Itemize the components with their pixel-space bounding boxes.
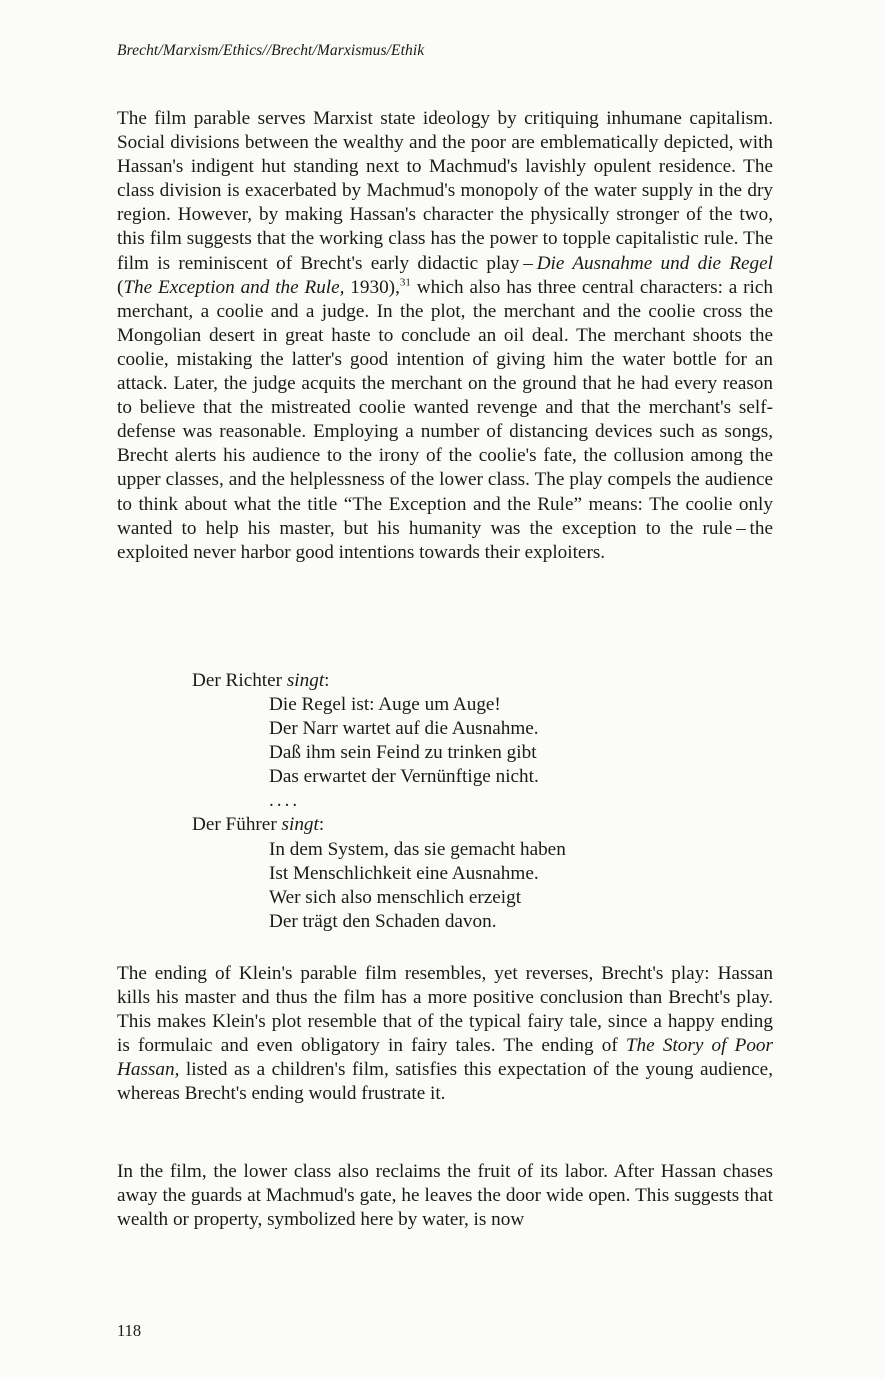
verse-line: Das erwartet der Vernünftige nicht. [269, 766, 539, 788]
footnote-marker: 31 [399, 276, 411, 289]
paragraph-1-text-a: The film parable serves Marxist state ideology by critiquing inhumane capitalism. Social divisions between the wealthy and the poor are emblematically depicted, with Hassan's indigent hut standing next to Machmud's lavishly opulent residence. The class division is exacerbated by Machmud's monopoly of the water supply in the dry region. However, by making Hassan's character the physically stronger of the two, this film suggests that the working class has the power to topple capitalistic rule. The film is reminiscent of Brecht's early didactic play – [117, 108, 773, 274]
body-paragraph-2 [117, 962, 773, 1107]
title-exception-rule: The Exception and the Rule, [123, 276, 345, 298]
verse-line: Ist Menschlichkeit eine Ausnahme. [269, 862, 539, 884]
verse-line: In dem System, das sie gemacht haben [269, 838, 566, 860]
block-quote-poem [192, 669, 566, 934]
paragraph-1-text-b: which also has three central characters: a rich merchant, a coolie and a judge. In the plot, the merchant and the coolie cross the Mongolian desert in great haste to conclude an oil deal. The merchant shoots the coolie, mistaking the latter's good intention of giving him the water bottle for an attack. Later, the judge acquits the merchant on the ground that he had every reason to believe that the mistreated coolie wanted revenge and that the merchant's self-defense was reasonable. Employing a number of distancing devices such as songs, Brecht alerts his audience to the irony of the coolie's fate, the collusion among the upper classes, and the helplessness of the lower class. The play compels the audience to think about what the title “The Exception and the Rule” means: The coolie only wanted to help his master, but his humanity was the exception to the rule – the exploited never harbor good intentions towards their exploiters. [117, 276, 773, 563]
running-head: Brecht/Marxism/Ethics//Brecht/Marxismus/Ethik [117, 42, 425, 59]
verse-line: Wer sich also menschlich erzeigt [269, 886, 522, 908]
ellipsis: .... [269, 790, 301, 812]
speaker-name: Der Führer [192, 814, 282, 836]
verse-line: Die Regel ist: Auge um Auge! [269, 694, 501, 716]
verse-line: Der trägt den Schaden davon. [269, 910, 497, 932]
speaker-colon: : [324, 670, 330, 691]
page-number: 118 [117, 1321, 142, 1340]
paragraph-2-text-b: listed as a children's film, satisfies this expectation of the young audience, whereas Brecht's ending would frustrate it. [117, 1059, 773, 1105]
body-paragraph-1 [117, 107, 773, 565]
paragraph-2-text-a: The ending of Klein's parable film resembles, yet reverses, Brecht's play: Hassan kills his master and thus the film has a more positive conclusion than Brecht's play. This makes Klein's plot resemble that of the typical fairy tale, since a happy ending is formulaic and even obligatory in fairy tales. The ending of [117, 963, 773, 1057]
verse-line: Der Narr wartet auf die Ausnahme. [269, 718, 539, 740]
speaker-fuehrer [192, 813, 566, 837]
speaker-colon: : [318, 814, 325, 836]
body-paragraph-3: In the film, the lower class also reclaims the fruit of its labor. After Hassan chases away the guards at Machmud's gate, he leaves the door wide open. This suggests that wealth or property, symbolized here by water, is now [117, 1161, 773, 1231]
year-text: 1930), [344, 276, 400, 298]
speaker-richter [192, 669, 566, 693]
paren-open: ( [117, 276, 124, 298]
title-poor-hassan: The Story of Poor Hassan, [117, 1035, 773, 1081]
speaker-singt: singt [286, 670, 325, 691]
title-die-ausnahme: Die Ausnahme und die Regel [536, 252, 773, 274]
speaker-singt: singt [281, 814, 319, 836]
speaker-name: Der Richter [192, 670, 287, 691]
verse-line: Daß ihm sein Feind zu trinken gibt [269, 742, 537, 764]
